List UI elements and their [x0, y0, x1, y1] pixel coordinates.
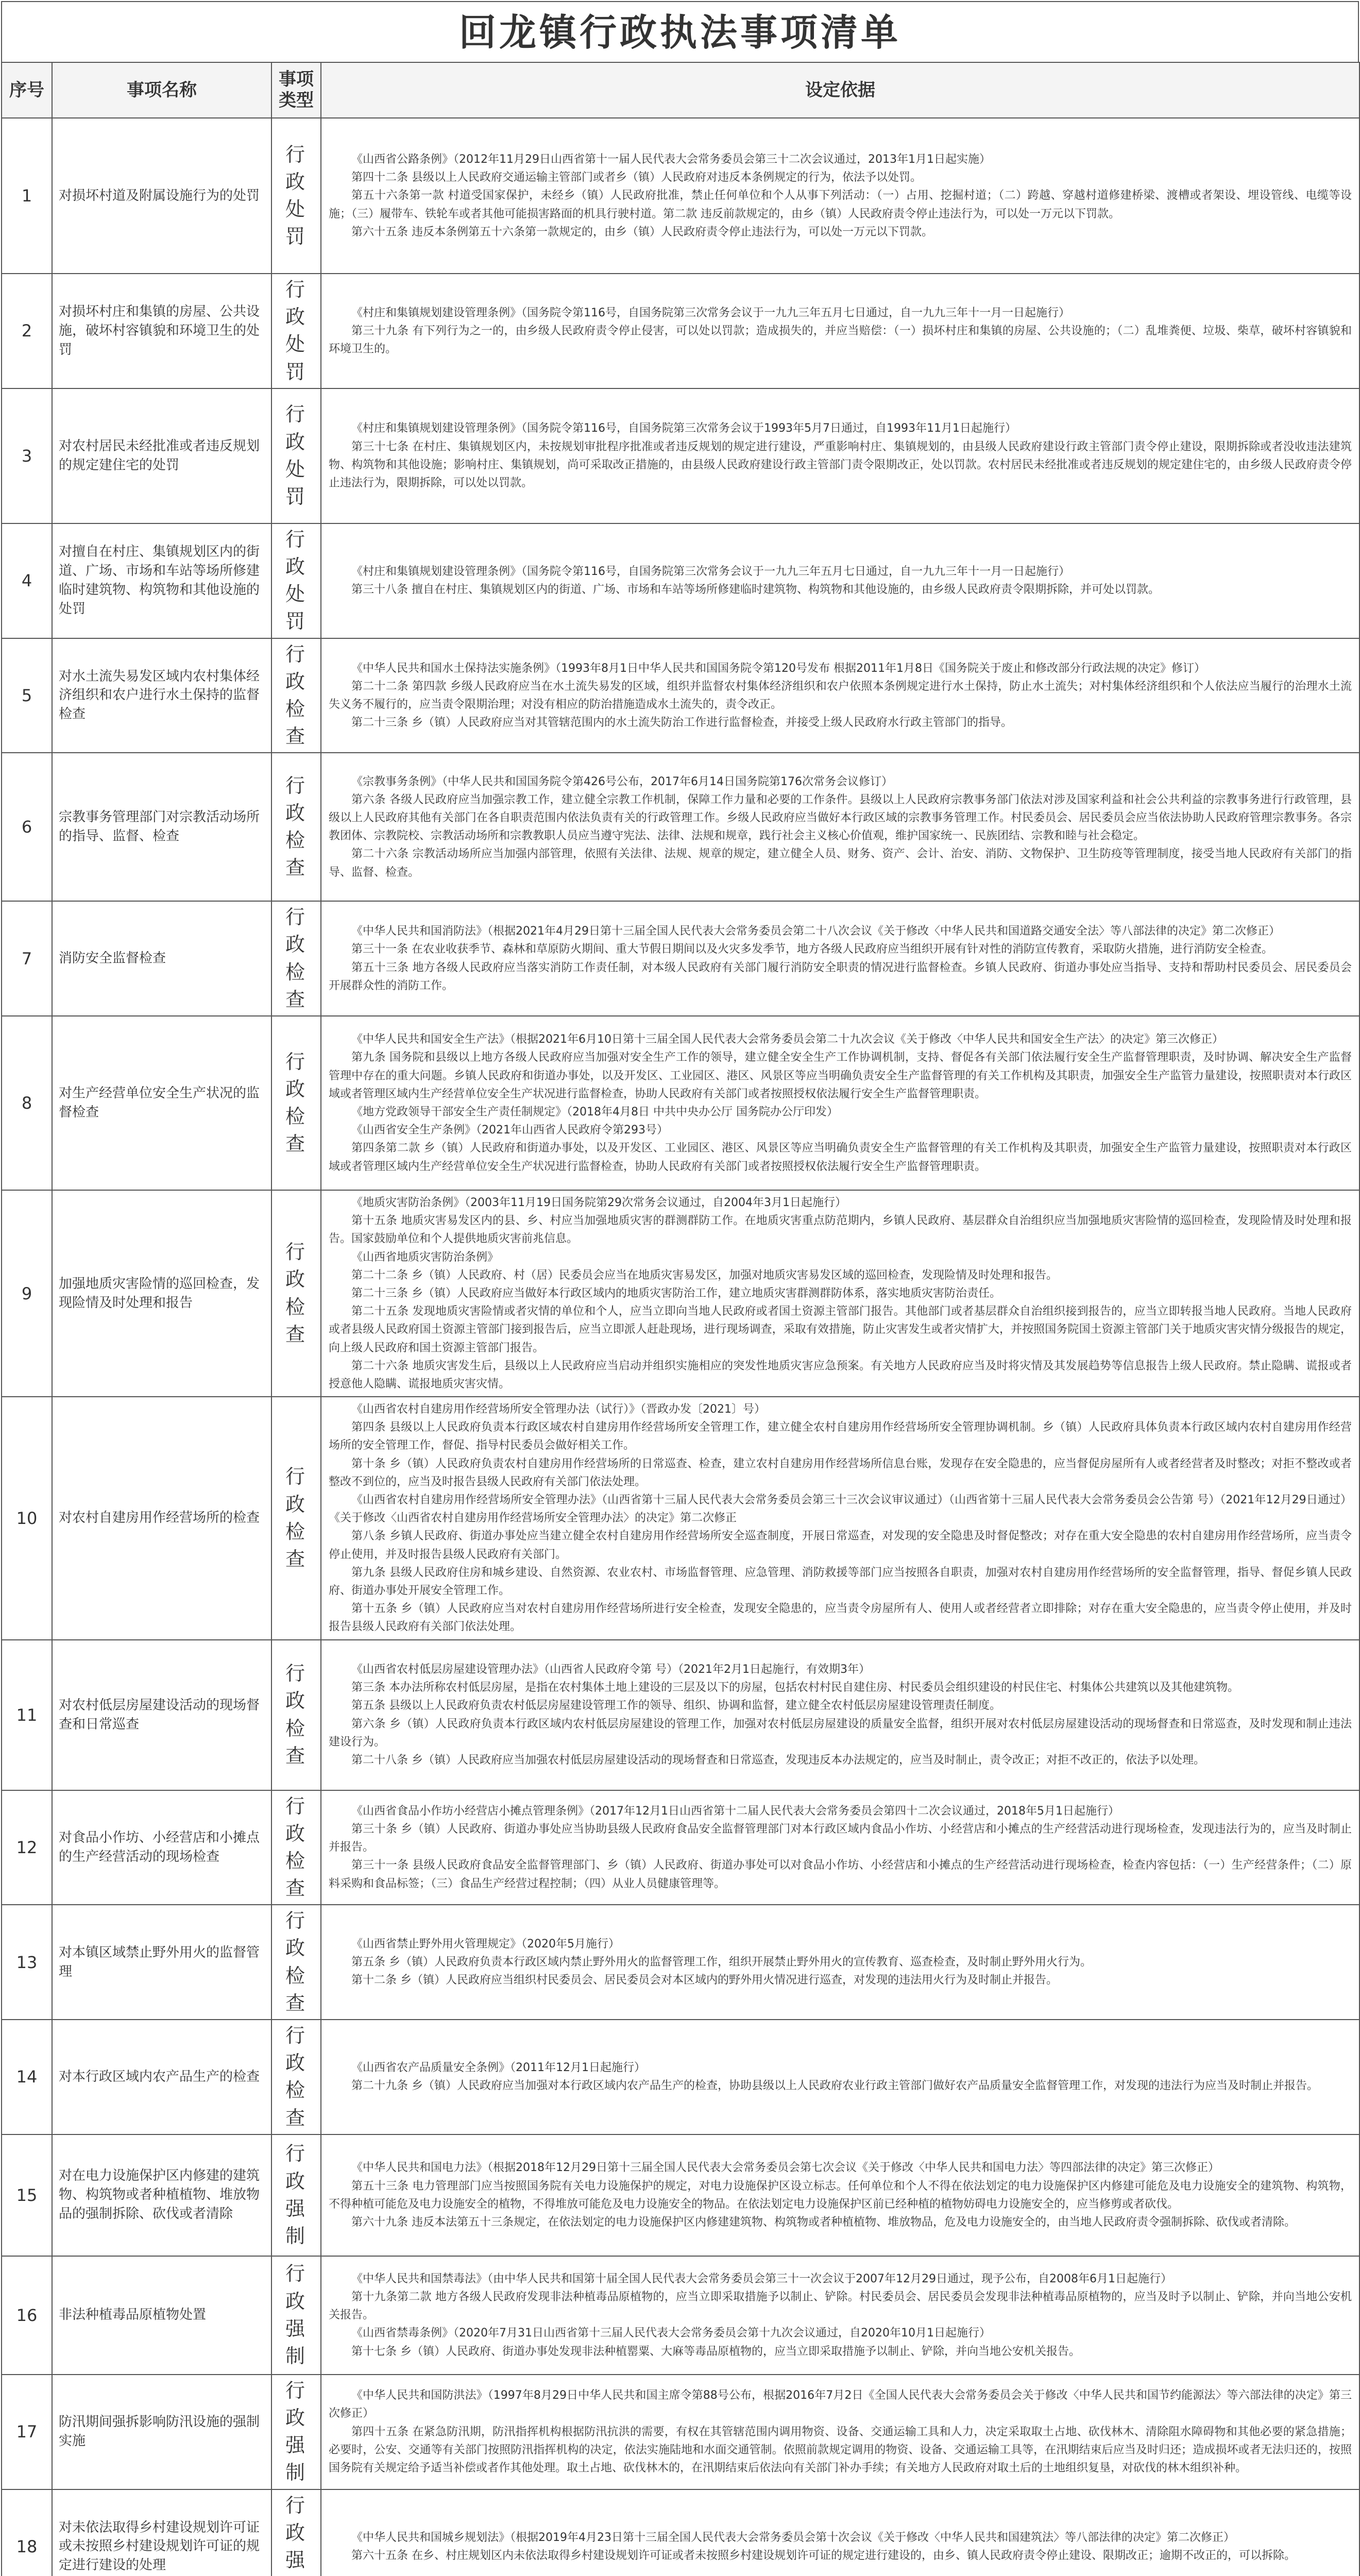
- document-title: 回龙镇行政执法事项清单: [1, 1, 1359, 62]
- legal-basis-paragraph: 第三十一条 在农业收获季节、森林和草原防火期间、重大节假日期间以及火灾多发季节，地方各级人民政府应当组织开展有针对性的消防宣传教育，采取防火措施，进行消防安全检查。: [351, 943, 1273, 956]
- row-item-type: 行政检查: [271, 1790, 321, 1905]
- row-seq: 15: [2, 2134, 52, 2256]
- legal-basis-paragraph: 第五十六条第一款 村道受国家保护，未经乡（镇）人民政府批准，禁止任何单位和个人从事下列活动：（一）占用、挖掘村道；（二）跨越、穿越村道修建桥梁、渡槽或者架设、埋设管线、电缆等设施；（三）履带车、铁轮车或者其他可能损害路面的机具行驶村道。第二款 违反前款规定的，由乡（镇）人民政府责令停止违法行为，可以处一万元以下罚款。: [329, 189, 1352, 221]
- row-item-type: 行政检查: [271, 638, 321, 753]
- row-legal-basis: [321, 388, 1359, 523]
- table-header-row: [2, 62, 1359, 118]
- row-item-name: 对水土流失易发区域内农村集体经济组织和农户进行水土保持的监督检查: [52, 638, 271, 753]
- legal-basis-paragraph: 第十五条 乡（镇）人民政府应当对农村自建房用作经营场所进行安全检查，发现安全隐患的，应当责令房屋所有人、使用人或者经营者立即排除；对存在重大安全隐患的，应当责令停止使用，并及时报告县级人民政府有关部门依法处理。: [329, 1602, 1352, 1634]
- row-seq: 7: [2, 901, 52, 1016]
- header-name: 事项名称: [52, 62, 271, 118]
- row-item-type: 行政检查: [271, 1190, 321, 1397]
- legal-basis-paragraph: 第十九条第二款 地方各级人民政府发现非法种植毒品原植物的，应当立即采取措施予以制止、铲除。村民委员会、居民委员会发现非法种植毒品原植物的，应当及时予以制止、铲除，并向当地公安机关报告。: [329, 2290, 1352, 2322]
- legal-basis-paragraph: 第六十五条 违反本条例第五十六条第一款规定的，由乡（镇）人民政府责令停止违法行为，可以处一万元以下罚款。: [351, 225, 933, 239]
- legal-basis-paragraph: 第四条 县级以上人民政府负责本行政区域农村自建房用作经营场所安全管理工作，建立健全农村自建房用作经营场所安全管理协调机制。乡（镇）人民政府具体负责本行政区域内农村自建房用作经营场所的安全管理工作，督促、指导村民委员会做好相关工作。: [329, 1421, 1352, 1452]
- legal-basis-paragraph: 第五条 县级以上人民政府负责农村低层房屋建设管理工作的领导、组织、协调和监督，建立健全农村低层房屋建设管理责任制度。: [351, 1699, 1001, 1713]
- legal-basis-paragraph: 第三十条 乡（镇）人民政府、街道办事处应当协助县级人民政府食品安全监督管理部门对本行政区域内食品小作坊、小经营店和小摊点的生产经营活动进行现场检查，发现违法行为的，应当及时制止并报告。: [329, 1823, 1352, 1854]
- table-body: [2, 118, 1359, 2576]
- row-item-name: 消防安全监督检查: [52, 901, 271, 1016]
- row-seq: 9: [2, 1190, 52, 1397]
- legal-basis-paragraph: 第五条 乡（镇）人民政府负责本行政区域内禁止野外用火的监督管理工作，组织开展禁止野外用火的宣传教育、巡查检查，及时制止野外用火行为。: [351, 1956, 1092, 1969]
- table-row: [2, 118, 1359, 274]
- row-seq: 11: [2, 1640, 52, 1790]
- legal-basis-paragraph: 《山西省禁毒条例》（2020年7月31日山西省第十三届人民代表大会常务委员会第十九次会议通过，自2020年10月1日起施行）: [351, 2327, 991, 2340]
- row-item-name: 对擅自在村庄、集镇规划区内的街道、广场、市场和车站等场所修建临时建筑物、构筑物和其他设施的处罚: [52, 523, 271, 638]
- legal-basis-paragraph: 《地质灾害防治条例》（2003年11月19日国务院第29次常务会议通过，自2004年3月1日起施行）: [351, 1196, 846, 1209]
- table-row: [2, 638, 1359, 753]
- row-legal-basis: [321, 638, 1359, 753]
- row-legal-basis: [321, 1905, 1359, 2020]
- legal-basis-paragraph: 第八条 乡镇人民政府、街道办事处应当建立健全农村自建房用作经营场所安全巡查制度，开展日常巡查，对发现的安全隐患及时督促整改；对存在重大安全隐患的农村自建房用作经营场所，应当责令停止使用，并及时报告县级人民政府有关部门。: [329, 1530, 1352, 1561]
- legal-basis-paragraph: 《中华人民共和国水土保持法实施条例》（1993年8月1日中华人民共和国国务院令第120号发布 根据2011年1月8日《国务院关于废止和修改部分行政法规的决定》修订）: [351, 662, 1205, 675]
- row-legal-basis: [321, 1640, 1359, 1790]
- legal-basis-paragraph: 第六十五条 在乡、村庄规划区内未依法取得乡村建设规划许可证或者未按照乡村建设规划许可证的规定进行建设的，由乡、镇人民政府责令停止建设、限期改正；逾期不改正的，可以拆除。: [351, 2549, 1296, 2562]
- row-legal-basis: [321, 1190, 1359, 1397]
- legal-basis-paragraph: 《中华人民共和国消防法》（根据2021年4月29日第十三届全国人民代表大会常务委员会第二十八次会议《关于修改〈中华人民共和国道路交通安全法〉等八部法律的决定》第二次修正）: [351, 925, 1280, 938]
- legal-basis-paragraph: 第二十三条 乡（镇）人民政府应当做好本行政区域内的地质灾害防治工作，建立地质灾害群测群防体系，落实地质灾害防治责任。: [351, 1286, 1001, 1300]
- row-item-type: 行政强: [271, 2489, 321, 2576]
- legal-basis-paragraph: 第四十五条 在紧急防汛期，防汛指挥机构根据防汛抗洪的需要，有权在其管辖范围内调用物资、设备、交通运输工具和人力，决定采取取土占地、砍伐林木、清除阻水障碍物和其他必要的紧急措施；必要时，公安、交通等有关部门按照防汛指挥机构的决定，依法实施陆地和水面交通管制。依照前款规定调用的物资、设备、交通运输工具等，在汛期结束后应当及时归还；造成损坏或者无法归还的，按照国务院有关规定给予适当补偿或者作其他处理。取土占地、砍伐林木的，在汛期结束后依法向有关部门补办手续；有关地方人民政府对取土后的土地组织复垦，对砍伐的林木组织补种。: [329, 2425, 1352, 2475]
- legal-basis-paragraph: 《中华人民共和国禁毒法》（由中华人民共和国第十届全国人民代表大会常务委员会第三十一次会议于2007年12月29日通过，现予公布，自2008年6月1日起施行）: [351, 2272, 1172, 2285]
- table-row: [2, 901, 1359, 1016]
- legal-basis-paragraph: 第二十三条 乡（镇）人民政府应当对其管辖范围内的水土流失防治工作进行监督检查，并接受上级人民政府水行政主管部门的指导。: [351, 716, 1012, 730]
- row-item-name: 对本镇区域禁止野外用火的监督管理: [52, 1905, 271, 2020]
- legal-basis-paragraph: 第二十二条 第四款 乡级人民政府应当在水土流失易发的区域，组织并监督农村集体经济组织和农户依照本条例规定进行水土保持，防止水土流失；对村集体经济组织和个人依法应当履行的治理水土流失义务不履行的，应当责令限期治理；对没有相应的防治措施造成水土流失的，责令改正。: [329, 680, 1352, 711]
- row-item-type: 行政处罚: [271, 388, 321, 523]
- row-item-name: 对农村自建房用作经营场所的检查: [52, 1397, 271, 1639]
- legal-basis-paragraph: 《山西省禁止野外用火管理规定》（2020年5月施行）: [351, 1937, 620, 1951]
- legal-basis-paragraph: 《村庄和集镇规划建设管理条例》（国务院令第116号，自国务院第三次常务会议于一九九三年五月七日通过，自一九九三年十一月一日起施行）: [351, 565, 1070, 578]
- table-row: [2, 1640, 1359, 1790]
- row-legal-basis: [321, 1790, 1359, 1905]
- table-row: [2, 753, 1359, 901]
- legal-basis-paragraph: 第二十五条 发现地质灾害险情或者灾情的单位和个人，应当立即向当地人民政府或者国土资源主管部门报告。其他部门或者基层群众自治组织接到报告的，应当立即转报当地人民政府。当地人民政府或者县级人民政府国土资源主管部门接到报告后，应当立即派人赶赴现场，进行现场调查，采取有效措施，防止灾害发生或者灾情扩大，并按照国务院国土资源主管部门关于地质灾害灾情分级报告的规定，向上级人民政府和国土资源主管部门报告。: [329, 1305, 1352, 1354]
- legal-basis-paragraph: 第四条第二款 乡（镇）人民政府和街道办事处，以及开发区、工业园区、港区、风景区等应当明确负责安全生产监督管理的有关工作机构及其职责，加强安全生产监管力量建设，按照职责对本行政区域或者管理区域内生产经营单位安全生产状况进行监督检查，协助人民政府有关部门或者按照授权依法履行安全生产监督管理职责。: [329, 1142, 1352, 1173]
- row-item-type: 行政强制: [271, 2134, 321, 2256]
- row-legal-basis: [321, 753, 1359, 901]
- legal-basis-paragraph: 第九条 县级人民政府住房和城乡建设、自然资源、农业农村、市场监督管理、应急管理、消防救援等部门应当按照各自职责，加强对农村自建房用作经营场所的安全监督管理，指导、督促乡镇人民政府、街道办事处开展安全管理工作。: [329, 1566, 1352, 1597]
- legal-basis-paragraph: 《中华人民共和国城乡规划法》（根据2019年4月23日第十三届全国人民代表大会常务委员会第十次会议《关于修改〈中华人民共和国建筑法〉等八部法律的决定》第二次修正）: [351, 2531, 1235, 2544]
- row-item-name: 对农村居民未经批准或者违反规划的规定建住宅的处罚: [52, 388, 271, 523]
- row-legal-basis: [321, 118, 1359, 274]
- row-legal-basis: [321, 274, 1359, 388]
- legal-basis-paragraph: 《山西省安全生产条例》（2021年山西省人民政府令第293号）: [351, 1124, 668, 1137]
- row-legal-basis: [321, 1016, 1359, 1190]
- row-item-type: 行政检查: [271, 1640, 321, 1790]
- document: [1, 1, 1359, 2576]
- legal-basis-paragraph: 《宗教事务条例》（中华人民共和国国务院令第426号公布，2017年6月14日国务院第176次常务会议修订）: [351, 775, 893, 788]
- legal-basis-paragraph: 《山西省农村低层房屋建设管理办法》（山西省人民政府令第 号）（2021年2月1日起施行，有效期3年）: [351, 1663, 870, 1676]
- row-item-type: 行政检查: [271, 753, 321, 901]
- legal-basis-paragraph: 《村庄和集镇规划建设管理条例》（国务院令第116号，自国务院第三次常务会议于1993年5月7日通过，自1993年11月1日起施行）: [351, 422, 1016, 435]
- row-item-name: 对生产经营单位安全生产状况的监督检查: [52, 1016, 271, 1190]
- table-row: [2, 2020, 1359, 2134]
- table-row: [2, 2375, 1359, 2489]
- legal-basis-paragraph: 第五十三条 电力管理部门应当按照国务院有关电力设施保护的规定，对电力设施保护区设立标志。任何单位和个人不得在依法划定的电力设施保护区内修建可能危及电力设施安全的建筑物、构筑物，不得种植可能危及电力设施安全的植物，不得堆放可能危及电力设施安全的物品。在依法划定电力设施保护区前已经种植的植物妨碍电力设施安全的，应当修剪或者砍伐。: [329, 2179, 1352, 2211]
- legal-basis-paragraph: 《中华人民共和国防洪法》（1997年8月29日中华人民共和国主席令第88号公布，根据2016年7月2日《全国人民代表大会常务委员会关于修改〈中华人民共和国节约能源法〉等六部法律的决定》第三次修正）: [329, 2389, 1352, 2420]
- row-item-type: 行政强制: [271, 2256, 321, 2375]
- row-item-name: 对农村低层房屋建设活动的现场督查和日常巡查: [52, 1640, 271, 1790]
- row-seq: 6: [2, 753, 52, 901]
- row-item-type: 行政检查: [271, 901, 321, 1016]
- row-seq: 17: [2, 2375, 52, 2489]
- row-seq: 16: [2, 2256, 52, 2375]
- row-item-name: 加强地质灾害险情的巡回检查，发现险情及时处理和报告: [52, 1190, 271, 1397]
- legal-basis-paragraph: 第十条 乡（镇）人民政府负责农村自建房用作经营场所的日常巡查、检查，建立农村自建房用作经营场所信息台账，发现存在安全隐患的，应当督促房屋所有人或者经营者及时整改；对拒不整改或者整改不到位的，应当及时报告县级人民政府有关部门依法处理。: [329, 1457, 1352, 1488]
- table-row: [2, 1905, 1359, 2020]
- legal-basis-paragraph: 第二十六条 宗教活动场所应当加强内部管理，依照有关法律、法规、规章的规定，建立健全人员、财务、资产、会计、治安、消防、文物保护、卫生防疫等管理制度，接受当地人民政府有关部门的指导、监督、检查。: [329, 848, 1352, 879]
- row-legal-basis: [321, 2134, 1359, 2256]
- row-item-type: 行政处罚: [271, 274, 321, 388]
- legal-basis-paragraph: 第六条 各级人民政府应当加强宗教工作，建立健全宗教工作机制，保障工作力量和必要的工作条件。县级以上人民政府宗教事务部门依法对涉及国家利益和社会公共利益的宗教事务进行行政管理，县级以上人民政府其他有关部门在各自职责范围内依法负责有关的行政管理工作。乡级人民政府应当做好本行政区域的宗教事务管理工作。村民委员会、居民委员会应当依法协助人民政府管理宗教事务。各宗教团体、宗教院校、宗教活动场所和宗教教职人员应当遵守宪法、法律、法规和规章，践行社会主义核心价值观，维护国家统一、民族团结、宗教和睦与社会稳定。: [329, 793, 1352, 843]
- header-type: 事项类型: [271, 62, 321, 118]
- row-item-type: 行政检查: [271, 1397, 321, 1639]
- table-row: [2, 1190, 1359, 1397]
- legal-basis-paragraph: 第五十三条 地方各级人民政府应当落实消防工作责任制，对本级人民政府有关部门履行消防安全职责的情况进行监督检查。乡镇人民政府、街道办事处应当指导、支持和帮助村民委员会、居民委员会开展群众性的消防工作。: [329, 961, 1352, 992]
- legal-basis-paragraph: 第三十九条 有下列行为之一的，由乡级人民政府责令停止侵害，可以处以罚款；造成损失的，并应当赔偿：（一）损坏村庄和集镇的房屋、公共设施的；（二）乱堆粪便、垃圾、柴草，破坏村容镇貌和环境卫生的。: [329, 324, 1352, 355]
- legal-basis-paragraph: 《山西省地质灾害防治条例》: [351, 1250, 499, 1264]
- row-seq: 3: [2, 388, 52, 523]
- row-item-name: 对损坏村道及附属设施行为的处罚: [52, 118, 271, 274]
- legal-basis-paragraph: 第十五条 地质灾害易发区内的县、乡、村应当加强地质灾害的群测群防工作。在地质灾害重点防范期内，乡镇人民政府、基层群众自治组织应当加强地质灾害险情的巡回检查，发现险情及时处理和报告。国家鼓励单位和个人提供地质灾害前兆信息。: [329, 1214, 1352, 1246]
- legal-basis-paragraph: 第三十一条 县级人民政府食品安全监督管理部门、乡（镇）人民政府、街道办事处可以对食品小作坊、小经营店和小摊点的生产经营活动进行现场检查，检查内容包括：（一）生产经营条件；（二）原料采购和食品标签；（三）食品生产经营过程控制；（四）从业人员健康管理等。: [329, 1859, 1352, 1890]
- table-row: [2, 2134, 1359, 2256]
- legal-basis-paragraph: 第九条 国务院和县级以上地方各级人民政府应当加强对安全生产工作的领导，建立健全安全生产工作协调机制，支持、督促各有关部门依法履行安全生产监督管理职责，及时协调、解决安全生产监督管理中存在的重大问题。乡镇人民政府和街道办事处，以及开发区、工业园区、港区、风景区等应当明确负责安全生产监督管理的有关工作机构及其职责，加强安全生产监管力量建设，按照职责对本行政区域或者管理区域内生产经营单位安全生产状况进行监督检查，协助人民政府有关部门或者按照授权依法履行安全生产监督管理职责。: [329, 1051, 1352, 1100]
- header-seq: 序号: [2, 62, 52, 118]
- row-seq: 13: [2, 1905, 52, 2020]
- row-seq: 1: [2, 118, 52, 274]
- legal-basis-paragraph: 《地方党政领导干部安全生产责任制规定》（2018年4月8日 中共中央办公厅 国务院办公厅印发）: [351, 1106, 838, 1118]
- legal-basis-paragraph: 第六条 乡（镇）人民政府负责本行政区域内农村低层房屋建设的管理工作，加强对农村低层房屋建设的质量安全监督，组织开展对农村低层房屋建设活动的现场督查和日常巡查，及时发现和制止违法建设行为。: [329, 1717, 1352, 1749]
- legal-basis-paragraph: 第十七条 乡（镇）人民政府、街道办事处发现非法种植罂粟、大麻等毒品原植物的，应当立即采取措施予以制止、铲除，并向当地公安机关报告。: [351, 2345, 1080, 2358]
- row-item-type: 行政检查: [271, 1905, 321, 2020]
- legal-basis-paragraph: 第六十九条 违反本法第五十三条规定，在依法划定的电力设施保护区内修建建筑物、构筑物或者种植植物、堆放物品，危及电力设施安全的，由当地人民政府责令强制拆除、砍伐或者清除。: [351, 2215, 1296, 2229]
- row-item-name: 对在电力设施保护区内修建的建筑物、构筑物或者种植植物、堆放物品的强制拆除、砍伐或者清除: [52, 2134, 271, 2256]
- header-basis: 设定依据: [321, 62, 1359, 118]
- legal-basis-paragraph: 第十二条 乡（镇）人民政府应当组织村民委员会、居民委员会对本区域内的野外用火情况进行巡查，对发现的违法用火行为及时制止并报告。: [351, 1974, 1058, 1987]
- legal-basis-paragraph: 第三十八条 擅自在村庄、集镇规划区内的街道、广场、市场和车站等场所修建临时建筑物、构筑物和其他设施的，由乡级人民政府责令限期拆除，并可处以罚款。: [351, 583, 1160, 597]
- row-item-type: 行政检查: [271, 1016, 321, 1190]
- row-seq: 5: [2, 638, 52, 753]
- table-row: [2, 1790, 1359, 1905]
- row-item-name: 对未依法取得乡村建设规划许可证或未按照乡村建设规划许可证的规定进行建设的处理: [52, 2489, 271, 2576]
- row-seq: 2: [2, 274, 52, 388]
- legal-basis-paragraph: 《中华人民共和国安全生产法》（根据2021年6月10日第十三届全国人民代表大会常务委员会第二十九次会议《关于修改〈中华人民共和国安全生产法〉的决定》第三次修正）: [351, 1033, 1223, 1046]
- legal-basis-paragraph: 《山西省农村自建房用作经营场所安全管理办法》（山西省第十三届人民代表大会常务委员会第三十三次会议审议通过）（山西省第十三届人民代表大会常务委员会公告第 号）（2021年12月29日通过）《关于修改〈山西省农村自建房用作经营场所安全管理办法〉的决定》第二次修正: [329, 1494, 1352, 1525]
- row-legal-basis: [321, 2256, 1359, 2375]
- row-seq: 14: [2, 2020, 52, 2134]
- table-row: [2, 523, 1359, 638]
- row-item-type: 行政强制: [271, 2375, 321, 2489]
- row-legal-basis: [321, 523, 1359, 638]
- row-item-type: 行政检查: [271, 2020, 321, 2134]
- row-legal-basis: [321, 2020, 1359, 2134]
- row-seq: 8: [2, 1016, 52, 1190]
- legal-basis-paragraph: 第四十二条 县级以上人民政府交通运输主管部门或者乡（镇）人民政府对违反本条例规定的行为，依法予以处罚。: [351, 171, 922, 184]
- legal-basis-paragraph: 《山西省公路条例》（2012年11月29日山西省第十一届人民代表大会常务委员会第三十二次会议通过，2013年1月1日起实施）: [351, 153, 991, 166]
- row-item-name: 非法种植毒品原植物处置: [52, 2256, 271, 2375]
- row-legal-basis: [321, 1397, 1359, 1639]
- row-item-name: 对本行政区域内农产品生产的检查: [52, 2020, 271, 2134]
- enforcement-items-table: [1, 62, 1360, 2576]
- row-item-name: 对食品小作坊、小经营店和小摊点的生产经营活动的现场检查: [52, 1790, 271, 1905]
- table-row: [2, 1397, 1359, 1639]
- row-legal-basis: [321, 2375, 1359, 2489]
- legal-basis-paragraph: 第三条 本办法所称农村低层房屋，是指在农村集体土地上建设的三层及以下的房屋，包括农村村民自建住房、村民委员会组织建设的村民住宅、村集体公共建筑以及其他建筑物。: [351, 1681, 1239, 1694]
- row-seq: 12: [2, 1790, 52, 1905]
- row-item-type: 行政处罚: [271, 523, 321, 638]
- row-seq: 4: [2, 523, 52, 638]
- legal-basis-paragraph: 《山西省食品小作坊小经营店小摊点管理条例》（2017年12月1日山西省第十二届人民代表大会常务委员会第四十二次会议通过，2018年5月1日起施行）: [351, 1804, 1119, 1818]
- row-item-name: 对损坏村庄和集镇的房屋、公共设施，破坏村容镇貌和环境卫生的处罚: [52, 274, 271, 388]
- legal-basis-paragraph: 《中华人民共和国电力法》（根据2018年12月29日第十三届全国人民代表大会常务委员会第七次会议《关于修改〈中华人民共和国电力法〉等四部法律的决定》第三次修正）: [351, 2161, 1219, 2175]
- legal-basis-paragraph: 第三十七条 在村庄、集镇规划区内，未按规划审批程序批准或者违反规划的规定进行建设，严重影响村庄、集镇规划的，由县级人民政府建设行政主管部门责令停止建设，限期拆除或者没收违法建筑物、构筑物和其他设施；影响村庄、集镇规划，尚可采取改正措施的，由县级人民政府建设行政主管部门责令限期改正，处以罚款。农村居民未经批准或者违反规划的规定建住宅的，由乡级人民政府责令停止违法行为，限期拆除，可以处以罚款。: [329, 440, 1352, 489]
- row-seq: 18: [2, 2489, 52, 2576]
- table-row: [2, 2489, 1359, 2576]
- legal-basis-paragraph: 第二十六条 地质灾害发生后，县级以上人民政府应当启动并组织实施相应的突发性地质灾害应急预案。有关地方人民政府应当及时将灾情及其发展趋势等信息报告上级人民政府。禁止隐瞒、谎报或者授意他人隐瞒、谎报地质灾害灾情。: [329, 1359, 1352, 1391]
- row-item-type: 行政处罚: [271, 118, 321, 274]
- row-seq: 10: [2, 1397, 52, 1639]
- legal-basis-paragraph: 《村庄和集镇规划建设管理条例》（国务院令第116号，自国务院第三次常务会议于一九九三年五月七日通过，自一九九三年十一月一日起施行）: [351, 306, 1070, 319]
- row-legal-basis: [321, 901, 1359, 1016]
- legal-basis-paragraph: 第二十九条 乡（镇）人民政府应当加强对本行政区域内农产品生产的检查，协助县级以上人民政府农业行政主管部门做好农产品质量安全监督管理工作，对发现的违法行为应当及时制止并报告。: [351, 2079, 1318, 2093]
- table-row: [2, 388, 1359, 523]
- legal-basis-paragraph: 《山西省农产品质量安全条例》（2011年12月1日起施行）: [351, 2061, 645, 2075]
- row-item-name: 防汛期间强拆影响防汛设施的强制实施: [52, 2375, 271, 2489]
- table-row: [2, 2256, 1359, 2375]
- row-item-name: 宗教事务管理部门对宗教活动场所的指导、监督、检查: [52, 753, 271, 901]
- legal-basis-paragraph: 第二十八条 乡（镇）人民政府应当加强农村低层房屋建设活动的现场督查和日常巡查，发现违反本办法规定的，应当及时制止，责令改正；对拒不改正的，依法予以处理。: [351, 1753, 1205, 1767]
- legal-basis-paragraph: 《山西省农村自建房用作经营场所安全管理办法（试行）》（晋政办发〔2021〕号）: [351, 1403, 766, 1416]
- table-row: [2, 1016, 1359, 1190]
- row-legal-basis: [321, 2489, 1359, 2576]
- table-row: [2, 274, 1359, 388]
- legal-basis-paragraph: 第二十二条 乡（镇）人民政府、村（居）民委员会应当在地质灾害易发区，加强对地质灾害易发区域的巡回检查，发现险情及时处理和报告。: [351, 1268, 1058, 1282]
